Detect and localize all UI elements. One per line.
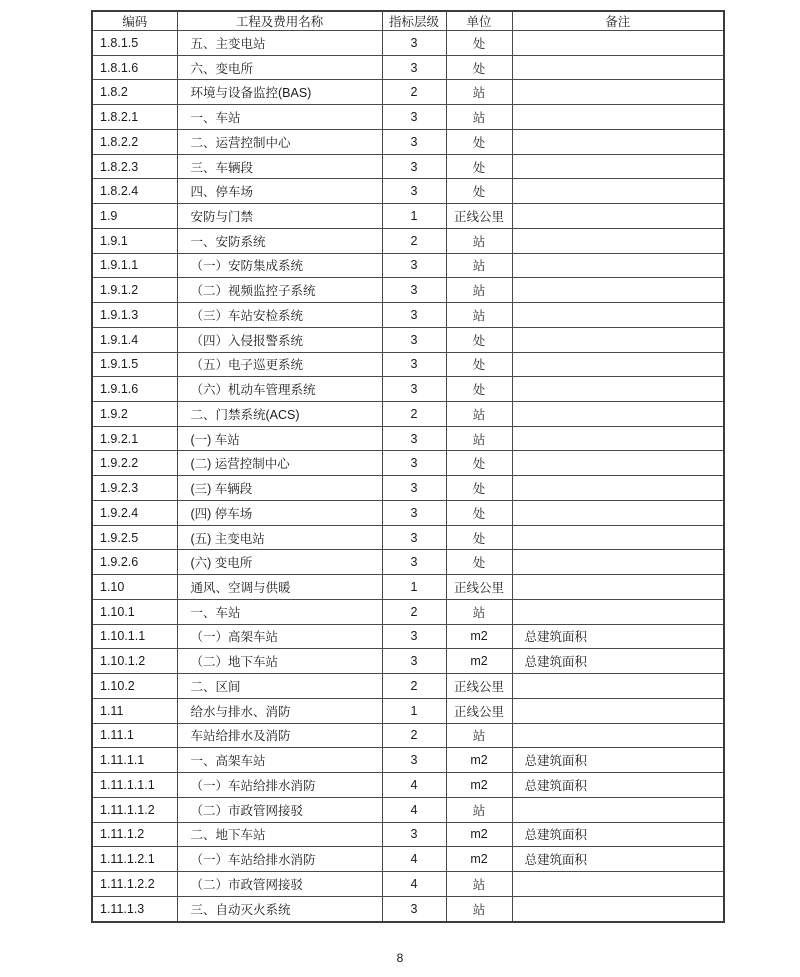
cell-code: 1.8.2.1: [92, 105, 177, 130]
table-row: [92, 476, 724, 501]
cell-note: [512, 55, 724, 80]
cell-level: 2: [382, 402, 446, 427]
cell-note: [512, 723, 724, 748]
cell-unit: 处: [446, 31, 512, 56]
cell-unit: 处: [446, 129, 512, 154]
cell-note: [512, 179, 724, 204]
cell-unit: 站: [446, 599, 512, 624]
cell-code: 1.11.1.1.2: [92, 797, 177, 822]
cell-name: （一）车站给排水消防: [177, 847, 382, 872]
cell-code: 1.11.1.2.2: [92, 871, 177, 896]
cell-level: 3: [382, 896, 446, 922]
table-row: [92, 179, 724, 204]
table-row: [92, 575, 724, 600]
cell-name: 安防与门禁: [177, 204, 382, 229]
cell-note: [512, 797, 724, 822]
cell-unit: 站: [446, 896, 512, 922]
cell-level: 2: [382, 723, 446, 748]
cell-name: 三、车辆段: [177, 154, 382, 179]
cell-code: 1.10.1: [92, 599, 177, 624]
cell-name: （三）车站安检系统: [177, 303, 382, 328]
cell-level: 3: [382, 55, 446, 80]
cell-level: 3: [382, 500, 446, 525]
table-row: [92, 426, 724, 451]
cell-note: [512, 80, 724, 105]
cell-code: 1.9.1.3: [92, 303, 177, 328]
cell-note: [512, 303, 724, 328]
table-row: [92, 253, 724, 278]
cell-unit: 处: [446, 179, 512, 204]
cell-note: 总建筑面积: [512, 748, 724, 773]
cell-level: 3: [382, 129, 446, 154]
cell-unit: 处: [446, 154, 512, 179]
cell-code: 1.9.2.5: [92, 525, 177, 550]
cell-level: 3: [382, 822, 446, 847]
cell-note: [512, 31, 724, 56]
cell-code: 1.11.1.2.1: [92, 847, 177, 872]
cell-unit: m2: [446, 822, 512, 847]
table-row: [92, 550, 724, 575]
cell-name: （二）市政管网接驳: [177, 871, 382, 896]
cell-name: （二）地下车站: [177, 649, 382, 674]
table-row: [92, 674, 724, 699]
cell-unit: 处: [446, 525, 512, 550]
cell-code: 1.11: [92, 698, 177, 723]
cell-note: 总建筑面积: [512, 822, 724, 847]
table-row: [92, 327, 724, 352]
cell-name: 一、高架车站: [177, 748, 382, 773]
cost-index-table: [91, 10, 725, 923]
cell-note: [512, 575, 724, 600]
cell-unit: 站: [446, 303, 512, 328]
cell-level: 3: [382, 327, 446, 352]
table-row: [92, 352, 724, 377]
cell-code: 1.9.2.2: [92, 451, 177, 476]
cell-name: 四、停车场: [177, 179, 382, 204]
table-row: [92, 649, 724, 674]
cell-name: （一）安防集成系统: [177, 253, 382, 278]
cell-name: 一、车站: [177, 599, 382, 624]
cell-name: 车站给排水及消防: [177, 723, 382, 748]
table-row: [92, 303, 724, 328]
table-row: [92, 204, 724, 229]
cell-note: [512, 476, 724, 501]
cell-name: （二）视频监控子系统: [177, 278, 382, 303]
cell-note: 总建筑面积: [512, 773, 724, 798]
table-row: [92, 624, 724, 649]
cell-code: 1.9.1: [92, 228, 177, 253]
cell-level: 3: [382, 31, 446, 56]
cell-note: [512, 451, 724, 476]
table-row: [92, 871, 724, 896]
cell-note: [512, 129, 724, 154]
cell-note: [512, 525, 724, 550]
cell-code: 1.11.1.1.1: [92, 773, 177, 798]
cell-note: 总建筑面积: [512, 624, 724, 649]
col-header-name: 工程及费用名称: [177, 11, 382, 31]
cell-level: 3: [382, 525, 446, 550]
cell-name: （六）机动车管理系统: [177, 377, 382, 402]
cell-code: 1.10.1.1: [92, 624, 177, 649]
cell-level: 3: [382, 476, 446, 501]
cell-note: [512, 377, 724, 402]
cell-code: 1.9.2.4: [92, 500, 177, 525]
cell-unit: 处: [446, 55, 512, 80]
cell-unit: 站: [446, 253, 512, 278]
table-header-row: [92, 11, 724, 31]
cell-level: 4: [382, 797, 446, 822]
cell-name: (五) 主变电站: [177, 525, 382, 550]
table-row: [92, 55, 724, 80]
cell-level: 3: [382, 253, 446, 278]
cell-note: [512, 204, 724, 229]
table-row: [92, 698, 724, 723]
cell-level: 4: [382, 773, 446, 798]
cell-name: 环境与设备监控(BAS): [177, 80, 382, 105]
cell-note: [512, 500, 724, 525]
cell-code: 1.9.2: [92, 402, 177, 427]
cell-unit: 处: [446, 377, 512, 402]
cell-unit: 处: [446, 500, 512, 525]
cell-level: 3: [382, 105, 446, 130]
cell-code: 1.10: [92, 575, 177, 600]
cell-level: 1: [382, 698, 446, 723]
cell-code: 1.11.1.2: [92, 822, 177, 847]
table-row: [92, 451, 724, 476]
cell-level: 2: [382, 599, 446, 624]
cell-name: （二）市政管网接驳: [177, 797, 382, 822]
cell-code: 1.10.1.2: [92, 649, 177, 674]
cell-code: 1.8.1.5: [92, 31, 177, 56]
cell-code: 1.9.1.1: [92, 253, 177, 278]
cell-level: 2: [382, 80, 446, 105]
cell-unit: m2: [446, 847, 512, 872]
cell-code: 1.8.2.4: [92, 179, 177, 204]
col-header-note: 备注: [512, 11, 724, 31]
cell-code: 1.9.1.5: [92, 352, 177, 377]
table-body: [92, 31, 724, 923]
cell-note: [512, 154, 724, 179]
table-row: [92, 402, 724, 427]
table-row: [92, 748, 724, 773]
table-row: [92, 599, 724, 624]
cell-level: 3: [382, 352, 446, 377]
cell-unit: 正线公里: [446, 698, 512, 723]
cell-code: 1.10.2: [92, 674, 177, 699]
cell-level: 3: [382, 624, 446, 649]
table-row: [92, 278, 724, 303]
cell-level: 4: [382, 847, 446, 872]
cell-note: [512, 228, 724, 253]
cell-unit: 处: [446, 476, 512, 501]
cell-note: 总建筑面积: [512, 847, 724, 872]
cell-unit: 站: [446, 797, 512, 822]
cell-name: 二、运营控制中心: [177, 129, 382, 154]
cell-note: [512, 327, 724, 352]
cell-name: 二、门禁系统(ACS): [177, 402, 382, 427]
cell-note: 总建筑面积: [512, 649, 724, 674]
cell-level: 3: [382, 748, 446, 773]
table-row: [92, 822, 724, 847]
table-row: [92, 377, 724, 402]
cell-code: 1.8.2: [92, 80, 177, 105]
cell-name: 三、自动灭火系统: [177, 896, 382, 922]
cell-unit: 站: [446, 278, 512, 303]
cell-code: 1.8.2.2: [92, 129, 177, 154]
cell-name: (一) 车站: [177, 426, 382, 451]
cell-code: 1.9.1.2: [92, 278, 177, 303]
cell-name: （四）入侵报警系统: [177, 327, 382, 352]
cell-level: 1: [382, 575, 446, 600]
cell-level: 3: [382, 649, 446, 674]
cell-level: 3: [382, 377, 446, 402]
cell-name: （五）电子巡更系统: [177, 352, 382, 377]
cell-code: 1.9.2.6: [92, 550, 177, 575]
table-row: [92, 228, 724, 253]
cell-level: 4: [382, 871, 446, 896]
cell-unit: m2: [446, 649, 512, 674]
cell-code: 1.9.1.4: [92, 327, 177, 352]
cell-level: 3: [382, 426, 446, 451]
cell-unit: 处: [446, 352, 512, 377]
col-header-unit: 单位: [446, 11, 512, 31]
cell-level: 2: [382, 228, 446, 253]
cell-note: [512, 402, 724, 427]
cell-note: [512, 426, 724, 451]
cell-level: 3: [382, 179, 446, 204]
cell-note: [512, 105, 724, 130]
cell-unit: m2: [446, 773, 512, 798]
cell-code: 1.9.2.1: [92, 426, 177, 451]
cell-unit: 站: [446, 426, 512, 451]
cell-note: [512, 674, 724, 699]
cell-unit: 站: [446, 228, 512, 253]
cell-level: 3: [382, 154, 446, 179]
table-row: [92, 80, 724, 105]
cell-unit: 站: [446, 80, 512, 105]
cell-code: 1.9: [92, 204, 177, 229]
table-row: [92, 797, 724, 822]
cell-level: 3: [382, 550, 446, 575]
col-header-code: 编码: [92, 11, 177, 31]
cell-level: 1: [382, 204, 446, 229]
cell-name: 六、变电所: [177, 55, 382, 80]
cell-unit: m2: [446, 748, 512, 773]
cell-code: 1.11.1.3: [92, 896, 177, 922]
table-row: [92, 129, 724, 154]
cell-name: 给水与排水、消防: [177, 698, 382, 723]
cell-name: (三) 车辆段: [177, 476, 382, 501]
cell-unit: 处: [446, 327, 512, 352]
cell-unit: 正线公里: [446, 204, 512, 229]
cell-level: 3: [382, 451, 446, 476]
cell-name: 通风、空调与供暖: [177, 575, 382, 600]
cell-name: 五、主变电站: [177, 31, 382, 56]
table-row: [92, 154, 724, 179]
cell-note: [512, 253, 724, 278]
cell-note: [512, 550, 724, 575]
cell-unit: 站: [446, 723, 512, 748]
table-row: [92, 105, 724, 130]
cell-unit: 处: [446, 550, 512, 575]
table-row: [92, 500, 724, 525]
cell-note: [512, 599, 724, 624]
cell-unit: 站: [446, 402, 512, 427]
cell-unit: 正线公里: [446, 575, 512, 600]
cell-name: (四) 停车场: [177, 500, 382, 525]
table-row: [92, 31, 724, 56]
cell-name: 一、安防系统: [177, 228, 382, 253]
cell-code: 1.9.2.3: [92, 476, 177, 501]
cell-note: [512, 352, 724, 377]
cell-level: 2: [382, 674, 446, 699]
cell-name: （一）高架车站: [177, 624, 382, 649]
cell-code: 1.11.1: [92, 723, 177, 748]
cell-code: 1.11.1.1: [92, 748, 177, 773]
cell-name: (二) 运营控制中心: [177, 451, 382, 476]
cell-level: 3: [382, 278, 446, 303]
cell-unit: m2: [446, 624, 512, 649]
cell-name: 二、地下车站: [177, 822, 382, 847]
cell-level: 3: [382, 303, 446, 328]
cell-code: 1.8.2.3: [92, 154, 177, 179]
cell-name: （一）车站给排水消防: [177, 773, 382, 798]
table-row: [92, 723, 724, 748]
table-row: [92, 896, 724, 922]
cell-code: 1.9.1.6: [92, 377, 177, 402]
cell-note: [512, 871, 724, 896]
cell-note: [512, 278, 724, 303]
col-header-level: 指标层级: [382, 11, 446, 31]
cell-code: 1.8.1.6: [92, 55, 177, 80]
cell-note: [512, 698, 724, 723]
page-number: 8: [396, 951, 404, 965]
cell-name: (六) 变电所: [177, 550, 382, 575]
table-row: [92, 847, 724, 872]
table-row: [92, 525, 724, 550]
cell-unit: 站: [446, 871, 512, 896]
cell-note: [512, 896, 724, 922]
cell-name: 二、区间: [177, 674, 382, 699]
cell-unit: 处: [446, 451, 512, 476]
cell-unit: 正线公里: [446, 674, 512, 699]
table-row: [92, 773, 724, 798]
cell-name: 一、车站: [177, 105, 382, 130]
cell-unit: 站: [446, 105, 512, 130]
